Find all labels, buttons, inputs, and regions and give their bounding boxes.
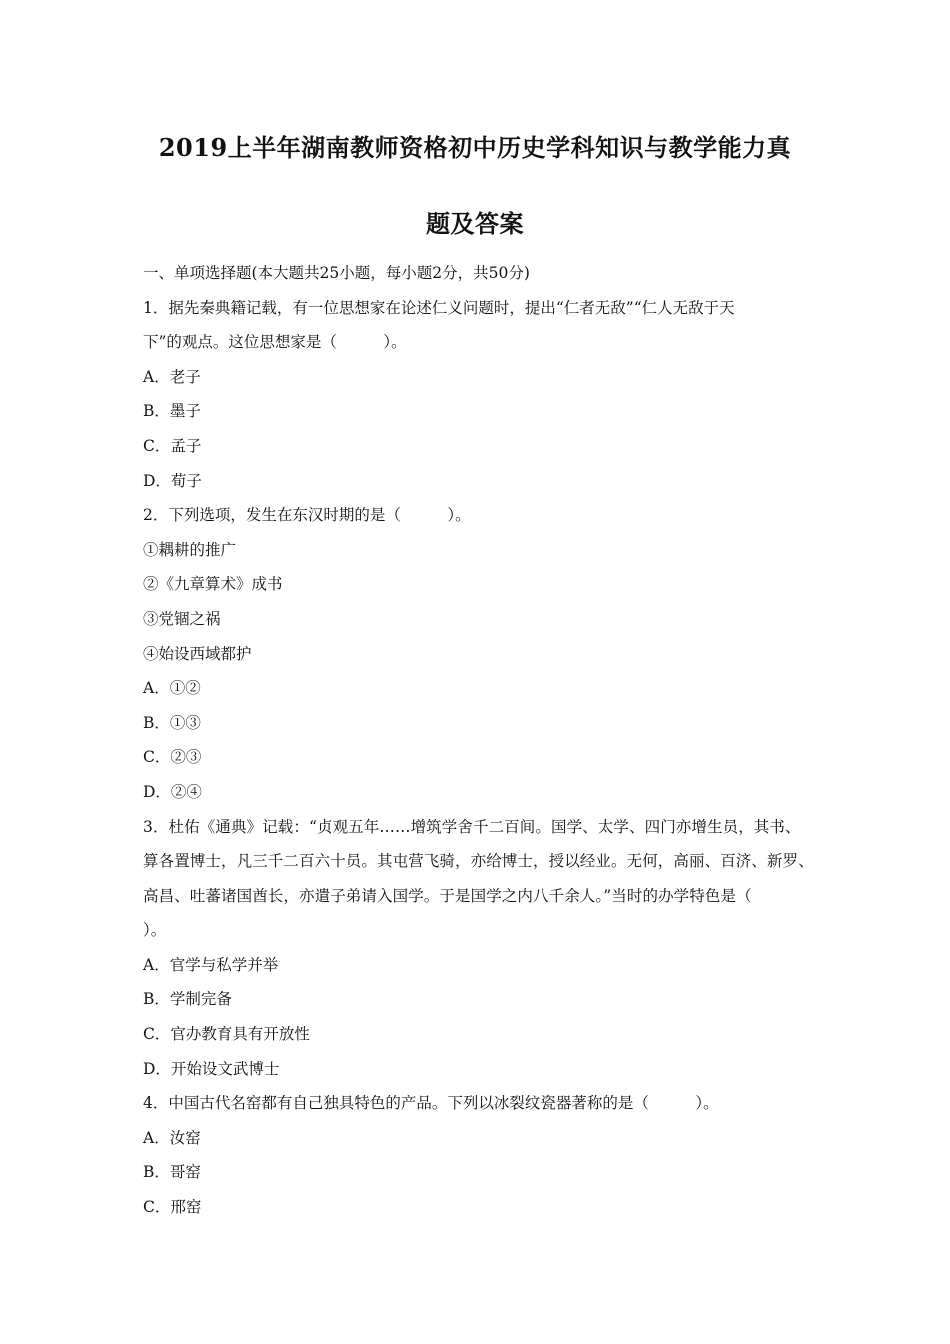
question-1-option-c: C．孟子	[143, 436, 202, 455]
question-1-stem: 1．据先秦典籍记载，有一位思想家在论述仁义问题时，提出“仁者无敌”“仁人无敌于天	[143, 298, 735, 317]
section-heading: 一、单项选择题(本大题共25小题，每小题2分，共50分)	[143, 264, 530, 282]
document-title-line-1: 2019上半年湖南教师资格初中历史学科知识与教学能力真	[158, 133, 792, 162]
question-1-stem-cont: 下”的观点。这位思想家是（ ）。	[143, 333, 407, 352]
question-4-stem: 4．中国古代名窑都有自己独具特色的产品。下列以冰裂纹瓷器著称的是（ ）。	[143, 1094, 719, 1113]
question-3-stem: 3．杜佑《通典》记载：“贞观五年……增筑学舍千二百间。国学、太学、四门亦增生员，其书、	[143, 817, 801, 836]
question-3-option-b: B．学制完备	[143, 990, 232, 1009]
question-4-option-a: A．汝窑	[143, 1128, 201, 1147]
question-2-option-a: A．①②	[143, 679, 201, 698]
question-2-option-b: B．①③	[143, 713, 201, 732]
question-2-item-2: ②《九章算术》成书	[143, 575, 283, 594]
question-1-option-a: A．老子	[143, 367, 201, 386]
question-4-option-c: C．邢窑	[143, 1198, 202, 1217]
question-1-option-b: B．墨子	[143, 402, 201, 421]
question-2-option-d: D．②④	[143, 782, 202, 801]
question-1-option-d: D．荀子	[143, 471, 202, 490]
question-2-option-c: C．②③	[143, 748, 202, 767]
question-3-stem-cont-2: 高昌、吐蕃诸国酋长，亦遣子弟请入国学。于是国学之内八千余人。”当时的办学特色是（	[143, 886, 752, 905]
question-2-item-4: ④始设西域都护	[143, 644, 252, 663]
question-4-option-b: B．哥窑	[143, 1163, 201, 1182]
question-3-option-c: C．官办教育具有开放性	[143, 1025, 310, 1044]
document-body	[143, 256, 813, 1225]
question-3-option-a: A．官学与私学并举	[143, 955, 279, 974]
question-3-stem-cont-3: ）。	[143, 921, 167, 940]
document-title-line-2: 题及答案	[426, 209, 524, 238]
question-2-item-1: ①耦耕的推广	[143, 540, 237, 559]
question-3-stem-cont-1: 算各置博士，凡三千二百六十员。其屯营飞骑，亦给博士，授以经业。无何，高丽、百济、新罗、	[143, 852, 814, 871]
question-3-option-d: D．开始设文武博士	[143, 1059, 280, 1078]
question-2-stem: 2．下列选项，发生在东汉时期的是（ ）。	[143, 506, 471, 525]
question-2-item-3: ③党锢之祸	[143, 609, 221, 628]
